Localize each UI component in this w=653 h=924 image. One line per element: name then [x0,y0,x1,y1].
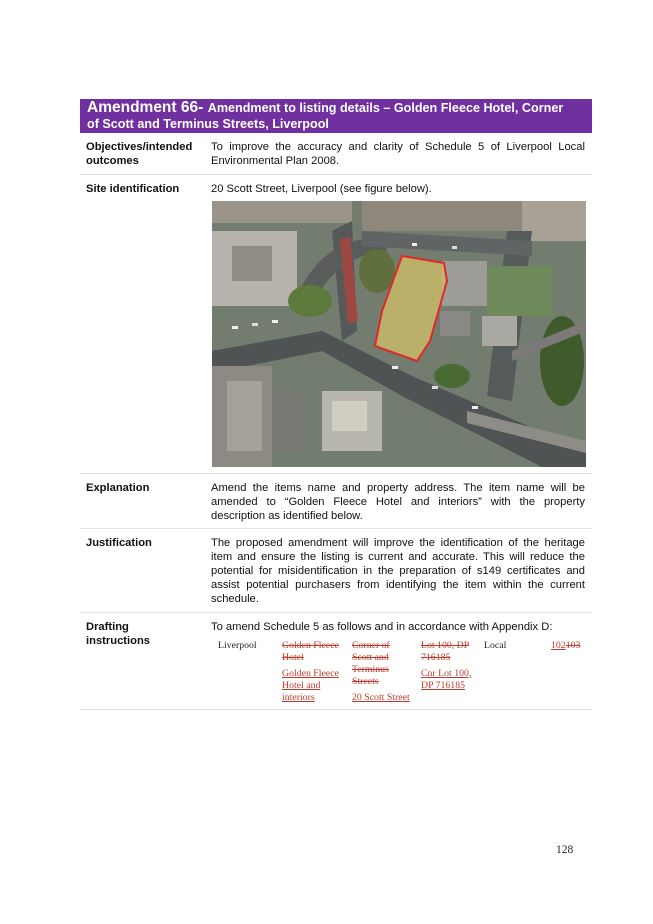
amendment-number: Amendment 66- [87,99,204,116]
row-divider [80,709,592,710]
deleted-item-number: 103 [565,640,581,651]
drafting-instructions-label: Drafting instructions [86,621,151,647]
deleted-address: Corner of Scott and Terminus Streets [352,640,390,687]
explanation-label: Explanation [86,482,150,494]
objectives-text: To improve the accuracy and clarity of Schedule 5 of Liverpool Local Environmental Plan 2008. [211,141,585,167]
deleted-property: Lot 100, DP 716185 [421,640,470,663]
schedule-address [352,640,412,704]
amendment-banner [80,99,592,133]
explanation-text: Amend the items name and property address. The item name will be amended to “Golden Fleece Hotel and interiors” with the property description as identified below. [211,482,585,522]
aerial-site-photo [212,201,586,467]
schedule-property [421,640,477,692]
schedule-suburb: Liverpool [218,640,257,651]
site-identification-label: Site identification [86,183,180,195]
justification-label: Justification [86,537,152,549]
inserted-address: 20 Scott Street [352,692,410,703]
amendment-title-line-2: of Scott and Terminus Streets, Liverpool [87,117,329,131]
row-divider [80,473,592,474]
page-number: 128 [556,844,574,856]
schedule-item-name [282,640,344,704]
drafting-instructions-text: To amend Schedule 5 as follows and in accordance with Appendix D: [211,621,553,633]
banner-line-1 [87,99,563,117]
inserted-item-number: 102 [551,640,566,651]
deleted-item-name: Golden Fleece Hotel [282,640,339,663]
schedule-significance: Local [484,640,507,651]
row-divider [80,528,592,529]
row-divider [80,174,592,175]
inserted-item-name: Golden Fleece Hotel and interiors [282,668,339,703]
site-identification-text: 20 Scott Street, Liverpool (see figure below). [211,183,432,195]
justification-text: The proposed amendment will improve the identification of the heritage item and ensure the listing is current and accurate. This will reduce the potential for misidentification in the preparation of s149 certificates and assist potential purchasers from identifying the item within the current schedule. [211,537,585,605]
row-divider [80,612,592,613]
schedule-item-number [551,640,580,652]
amendment-title-line-1: Amendment to listing details – Golden Fleece Hotel, Corner [207,101,564,115]
objectives-label: Objectives/intended outcomes [86,141,193,167]
inserted-property: Cnr Lot 100, DP 716185 [421,668,472,691]
